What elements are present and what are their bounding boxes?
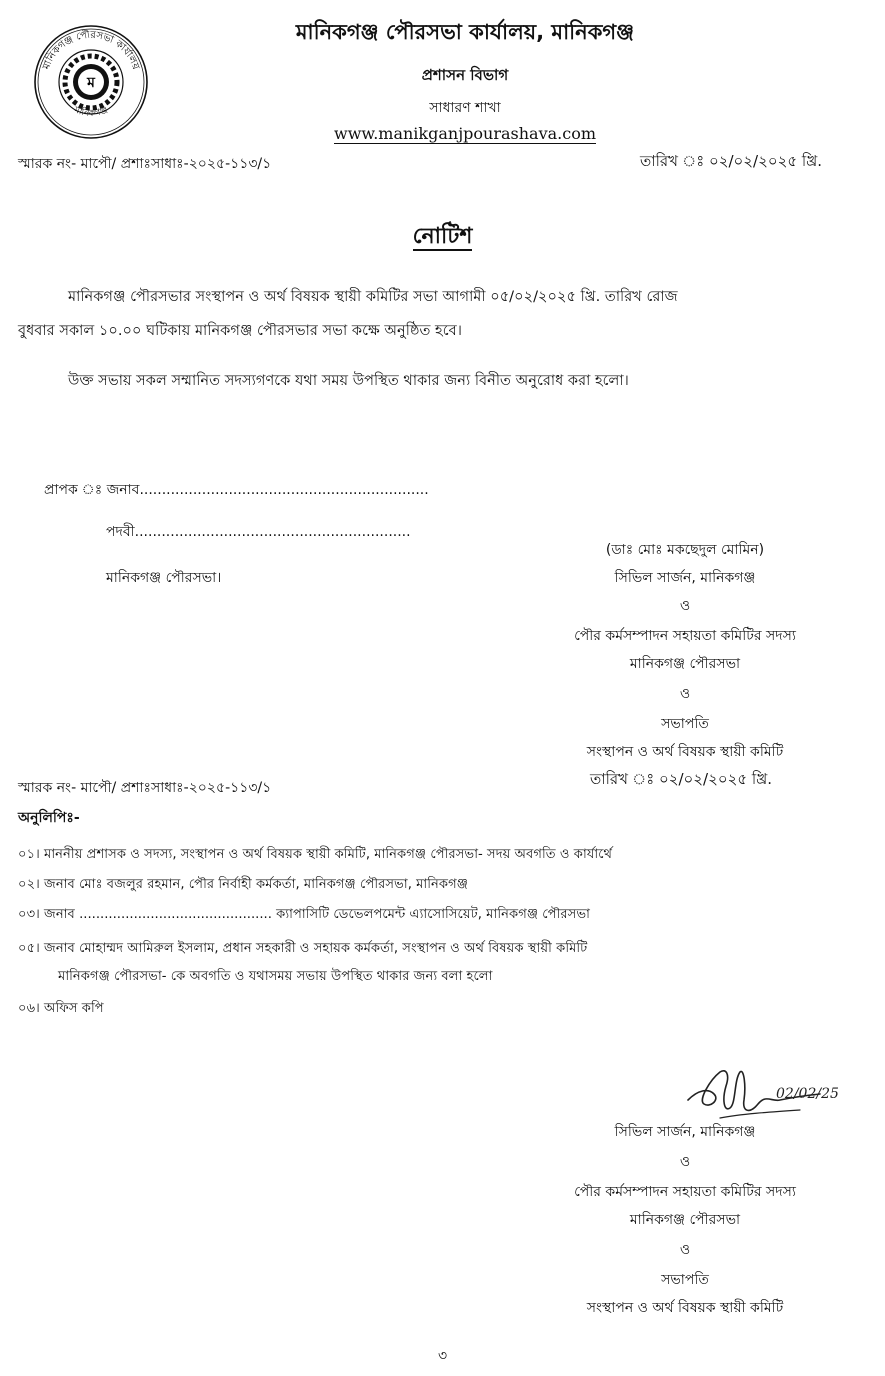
signatory-title-municipality: মানিকগঞ্জ পৌরসভা: [629, 656, 741, 672]
memo-number: স্মারক নং- মাপৌ/ প্রশাঃসাধাঃ-২০২৫-১১৩/১: [18, 156, 272, 172]
signatory-and-2: ও: [679, 686, 691, 702]
memo-date: তারিখ ঃ ০২/০২/২০২৫ খ্রি.: [640, 152, 823, 170]
recipient-name-line: প্রাপক ঃ জনাব.................................................................: [44, 482, 429, 498]
seal-ring-bottom-text: মানিকগঞ্জ: [72, 105, 110, 119]
signatory2-and-2: ও: [679, 1242, 691, 1258]
signatory2-title-civil-surgeon: সিভিল সার্জন, মানিকগঞ্জ: [614, 1124, 756, 1140]
copies-heading: অনুলিপিঃ-: [18, 810, 80, 826]
recipient-office-line: মানিকগঞ্জ পৌরসভা।: [106, 570, 222, 586]
branch-name: সাধারণ শাখা: [429, 100, 501, 116]
signatory-title-standing-committee: সংস্থাপন ও অর্থ বিষয়ক স্থায়ী কমিটি: [586, 744, 784, 760]
signatory2-title-municipality: মানিকগঞ্জ পৌরসভা: [629, 1212, 741, 1228]
seal-ring-top-text: মানিকগঞ্জ পৌরসভা কার্যালয়: [40, 29, 141, 72]
signatory-title-civil-surgeon: সিভিল সার্জন, মানিকগঞ্জ: [614, 570, 756, 586]
handwritten-date: 02/02/25: [776, 1086, 839, 1102]
copy-item-02: ০২। জনাব মোঃ বজলুর রহমান, পৌর নির্বাহী কর্মকর্তা, মানিকগঞ্জ পৌরসভা, মানিকগঞ্জ: [18, 877, 469, 892]
signatory-title-committee-member: পৌর কর্মসম্পাদন সহায়তা কমিটির সদস্য: [574, 628, 796, 644]
svg-text:মানিকগঞ্জ: [72, 105, 109, 119]
signatory-and-1: ও: [679, 598, 691, 614]
seal-center-text: ম: [87, 75, 95, 91]
notice-para1-line1: মানিকগঞ্জ পৌরসভার সংস্থাপন ও অর্থ বিষয়ক স্থায়ী কমিটির সভা আগামী ০৫/০২/২০২৫ খ্রি. তারিখ রোজ: [68, 288, 678, 305]
office-name: মানিকগঞ্জ পৌরসভা কার্যালয়, মানিকগঞ্জ: [295, 20, 635, 44]
municipality-seal: [33, 24, 149, 140]
signatory2-title-standing-committee: সংস্থাপন ও অর্থ বিষয়ক স্থায়ী কমিটি: [586, 1300, 784, 1316]
signatory-date: তারিখ ঃ ০২/০২/২০২৫ খ্রি.: [590, 770, 773, 788]
copy-item-05-line1: ০৫। জনাব মোহাম্মদ আমিরুল ইসলাম, প্রধান সহকারী ও সহায়ক কর্মকর্তা, সংস্থাপন ও অর্থ বিষয়ক স্থায়ী কমিটি: [18, 941, 588, 956]
signatory2-title-committee-member: পৌর কর্মসম্পাদন সহায়তা কমিটির সদস্য: [574, 1184, 796, 1200]
notice-title: নোটিশ: [412, 224, 473, 249]
notice-para2: উক্ত সভায় সকল সম্মানিত সদস্যগণকে যথা সময় উপস্থিত থাকার জন্য বিনীত অনুরোধ করা হলো।: [68, 372, 629, 389]
notice-para1-line2: বুধবার সকাল ১০.০০ ঘটিকায় মানিকগঞ্জ পৌরসভার সভা কক্ষে অনুষ্ঠিত হবে।: [18, 322, 462, 339]
signatory2-and-1: ও: [679, 1154, 691, 1170]
copy-item-05-line2: মানিকগঞ্জ পৌরসভা- কে অবগতি ও যথাসময় সভায় উপস্থিত থাকার জন্য বলা হলো: [58, 969, 493, 984]
copy-item-06: ০৬। অফিস কপি: [18, 1001, 104, 1016]
recipient-designation-line: পদবী..............................................................: [106, 524, 411, 540]
signatory2-title-chairman: সভাপতি: [661, 1272, 709, 1288]
copy-item-03: ০৩। জনাব .............................................. ক্যাপাসিটি ডেভেলপমেন্ট এ্যাসোসিয়েট, মানিকগঞ্জ পৌরসভা: [18, 907, 590, 922]
department-name: প্রশাসন বিভাগ: [421, 66, 509, 84]
signatory-name: (ডাঃ মোঃ মকছেদুল মোমিন): [605, 542, 765, 558]
page-number: ৩: [437, 1348, 448, 1364]
signatory-title-chairman: সভাপতি: [661, 716, 709, 732]
website-link[interactable]: www.manikganjpourashava.com: [334, 124, 596, 143]
memo-number-2: স্মারক নং- মাপৌ/ প্রশাঃসাধাঃ-২০২৫-১১৩/১: [18, 780, 272, 796]
copy-item-01: ০১। মাননীয় প্রশাসক ও সদস্য, সংস্থাপন ও অর্থ বিষয়ক স্থায়ী কমিটি, মানিকগঞ্জ পৌরসভা- সদয় অবগতি ও কার্যার্থে: [18, 847, 613, 862]
